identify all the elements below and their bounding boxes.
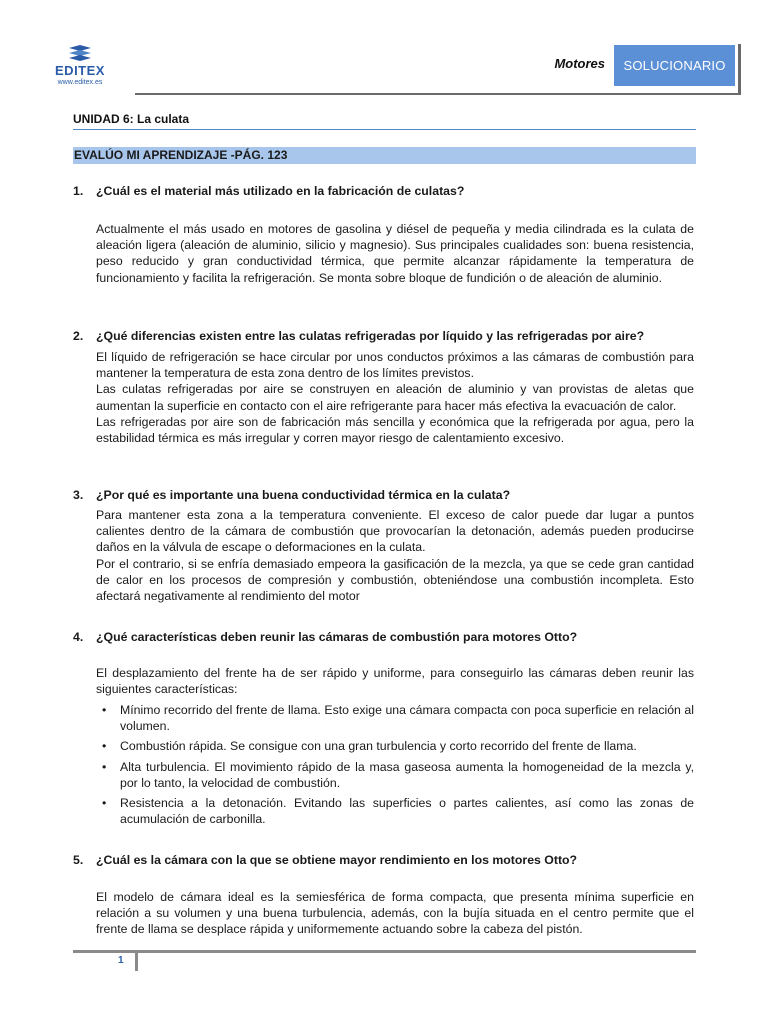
answer-paragraph: El líquido de refrigeración se hace circular por unos conductos próximos a las cámaras de combustión para mantener la temperatura de esta zona dentro de los límites previstos. [96, 350, 694, 381]
list-item [96, 759, 694, 791]
footer-divider [73, 950, 696, 953]
editex-logo [50, 44, 110, 94]
list-item [96, 795, 694, 827]
answer-3 [96, 507, 694, 604]
question-text: ¿Cuál es la cámara con la que se obtiene mayor rendimiento en los motores Otto? [96, 853, 578, 867]
question-text: ¿Qué diferencias existen entre las culatas refrigeradas por líquido y las refrigeradas por aire? [96, 329, 645, 343]
answer-paragraph: Para mantener esta zona a la temperatura conveniente. El exceso de calor puede dar lugar a puntos calientes dentro de la cámara de combustión que provocarían la detonación, además pueden producirse daños en la válvula de escape o deformaciones en la culata. [96, 508, 694, 555]
answer-1 [96, 221, 694, 286]
answer-paragraph: El modelo de cámara ideal es la semiesférica de forma compacta, que presenta mínima superficie en relación a su volumen y una buena turbulencia, además, con la bujía situada en el centro permite que el frente de llama se desplace rápida y uniformemente actuando sobre la cabeza del pistón. [96, 890, 694, 937]
page-number: 1 [118, 955, 124, 966]
section-title: EVALÚO MI APRENDIZAJE -PÁG. 123 [73, 147, 696, 164]
list-item-text: Mínimo recorrido del frente de llama. Esto exige una cámara compacta con poca superficie en relación al volumen. [120, 703, 694, 734]
solucionario-tab: SOLUCIONARIO [614, 45, 735, 86]
question-number: 5. [73, 853, 84, 867]
question-number: 3. [73, 488, 84, 502]
header-divider [135, 93, 739, 95]
list-item [96, 738, 694, 754]
list-item [96, 702, 694, 734]
question-number: 1. [73, 184, 84, 198]
answer-paragraph: Actualmente el más usado en motores de gasolina y diésel de pequeña y media cilindrada es la culata de aleación ligera (aleación de aluminio, silicio y magnesio). Sus principales cualidades son: buena resistencia, peso reducido y gran conductividad térmica, que permite alcanzar rápidamente la temperatura de funcionamiento y facilita la refrigeración. Se monta sobre bloque de fundición o de aleación de aluminio. [96, 222, 694, 285]
logo-url: www.editex.es [57, 79, 103, 86]
logo-text: EDITEX [55, 63, 105, 78]
answer-paragraph: Por el contrario, si se enfría demasiado empeora la gasificación de la mezcla, ya que se cede gran cantidad de calor en los procesos de compresión y combustión, obteniéndose una combustión incompleta. Esto afectará negativamente al rendimiento del motor [96, 556, 694, 604]
bullet-icon: • [102, 739, 107, 754]
header-vertical-divider [738, 44, 741, 95]
unit-title-rule [73, 129, 696, 130]
unit-title: UNIDAD 6: La culata [73, 112, 190, 126]
footer-vertical-divider [135, 951, 138, 971]
question-text: ¿Cuál es el material más utilizado en la fabricación de culatas? [96, 184, 465, 198]
list-item-text: Resistencia a la detonación. Evitando las superficies o partes calientes, así como las zonas de acumulación de carbonilla. [120, 796, 694, 827]
question-number: 4. [73, 630, 84, 644]
bullet-icon: • [102, 703, 107, 717]
bullet-icon: • [102, 796, 107, 811]
answer-paragraph: Las refrigeradas por aire son de fabricación más sencilla y económica que la refrigerada por agua, pero la estabilidad térmica es más irregular y corren mayor riesgo de calentamiento excesivo. [96, 414, 694, 446]
answer-paragraph: Las culatas refrigeradas por aire se construyen en aleación de aluminio y van provistas de aletas que aumentan la superficie en contacto con el aire refrigerante para hacer más efectiva la evacuación de calor. [96, 382, 694, 413]
books-icon [67, 44, 93, 64]
subject-title: Motores [554, 56, 605, 71]
page-header [0, 0, 768, 100]
question-number: 2. [73, 329, 84, 343]
question-text: ¿Por qué es importante una buena conductividad térmica en la culata? [96, 488, 511, 502]
answer-5 [96, 889, 694, 938]
list-item-text: Alta turbulencia. El movimiento rápido de la masa gaseosa aumenta la homogeneidad de la mezcla y, por lo tanto, la velocidad de combustión. [120, 759, 694, 790]
bullet-icon: • [102, 759, 107, 774]
question-text: ¿Qué características deben reunir las cámaras de combustión para motores Otto? [96, 630, 578, 644]
answer-4 [96, 665, 694, 697]
list-item-text: Combustión rápida. Se consigue con una gran turbulencia y corto recorrido del frente de llama. [120, 739, 637, 754]
answer-4-bullets [96, 702, 694, 827]
answer-paragraph: El desplazamiento del frente ha de ser rápido y uniforme, para conseguirlo las cámaras deben reunir las siguientes características: [96, 666, 694, 697]
answer-2 [96, 349, 694, 446]
